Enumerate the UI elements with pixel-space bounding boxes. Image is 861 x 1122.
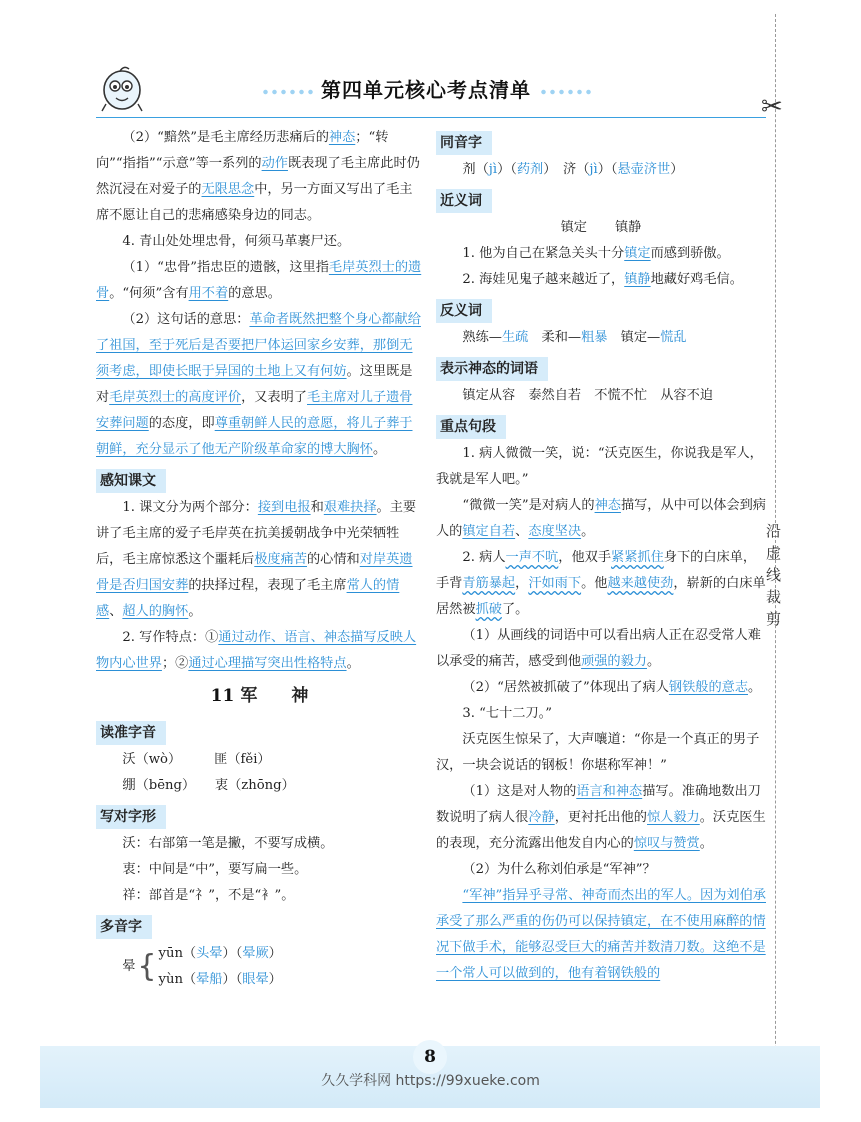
brace-icon: { [137,949,157,984]
polyphone-reading: yūn（头晕）（晕厥） [158,946,282,961]
pinyin-row: 绷（bēng） 衷（zhōng） [122,778,295,793]
right-column [436,125,766,987]
section-heading: 读准字音 [96,721,166,745]
paragraph: （1）这是对人物的语言和神态描写。准确地数出刀数说明了病人很冷静，更衬托出他的惊人毅力。沃克医生的表现，充分流露出他发自内心的惊叹与赞赏。 [436,784,766,851]
antonym-row: 熟练—生疏 柔和—粗暴 镇定—慌乱 [462,330,687,345]
paragraph: 2. 写作特点：①通过动作、语言、神态描写反映人物内心世界；②通过心理描写突出性格特点。 [96,630,417,671]
paragraph: 沃克医生惊呆了，大声嚷道：“你是一个真正的男子汉，一块会说话的钢板！你堪称军神！” [436,732,760,773]
paragraph: 1. 课文分为两个部分：接到电报和艰难抉择。主要讲了毛主席的爱子毛岸英在抗美援朝战争中光荣牺牲后，毛主席惊悉这个噩耗后极度痛苦的心情和对岸英遗骨是否归国安葬的抉择过程，表现了毛主席常人的情感、超人的胸怀。 [96,500,417,619]
synonym-pair: 镇定 镇静 [560,220,642,235]
polyphone-group [96,941,423,993]
paragraph: “军神”指异乎寻常、神奇而杰出的军人。因为刘伯承承受了那么严重的伤仍可以保持镇定，在不使用麻醉的情况下做手术，能够忍受巨大的痛苦并数清刀数。这绝不是一个常人可以做到的，他有着钢铁般的 [436,888,766,981]
paragraph: “微微一笑”是对病人的神态描写，从中可以体会到病人的镇定自若、态度坚决。 [436,498,766,539]
section-heading: 表示神态的词语 [436,357,548,381]
section-heading: 同音字 [436,131,492,155]
title-text: 第四单元核心考点清单 [321,78,531,102]
header-divider [96,117,766,118]
lesson-number: 11 [210,686,235,706]
paragraph: （2）为什么称刘伯承是“军神”？ [462,862,656,877]
paragraph: 2. 病人一声不吭，他双手紧紧抓住身下的白床单，手背青筋暴起，汗如雨下。他越来越使劲，崭新的白床单居然被抓破了。 [436,550,766,617]
paragraph: 1. 他为自己在紧急关头十分镇定而感到骄傲。 [462,246,730,261]
paragraph: 4. 青山处处埋忠骨，何须马革裹尸还。 [122,234,351,249]
mood-words: 镇定从容 泰然自若 不慌不忙 从容不迫 [462,388,713,403]
page-header [96,64,756,116]
scissors-icon: ✂ [761,92,783,122]
right-dots [539,89,591,95]
list-item: 衷：中间是“中”，要写扁一些。 [122,862,308,877]
paragraph: （1）“忠骨”指忠臣的遗骸，这里指毛岸英烈士的遗骨。“何须”含有用不着的意思。 [96,260,422,301]
polyphone-reading: yùn（晕船）（眼晕） [158,972,282,987]
page-title [96,74,756,103]
section-heading: 多音字 [96,915,152,939]
paragraph: （2）“居然被抓破了”体现出了病人钢铁般的意志。 [462,680,762,695]
pinyin-row: 沃（wò） 匪（fěi） [122,752,271,767]
paragraph: （1）从画线的词语中可以看出病人正在忍受常人难以承受的痛苦，感受到他顽强的毅力。 [436,628,761,669]
section-heading: 写对字形 [96,805,166,829]
cut-instruction: 沿虚线裁剪 [766,522,782,628]
homophone-row: 剂（jì）（药剂） 济（jì）（悬壶济世） [462,162,684,177]
page-number: 8 [413,1040,447,1074]
list-item: 沃：右部第一笔是撇，不要写成横。 [122,836,334,851]
section-heading: 近义词 [436,189,492,213]
watermark: 久久学科网 https://99xueke.com [321,1073,540,1089]
list-item: 祥：部首是“礻”，不是“衤”。 [122,888,295,903]
paragraph: 2. 海娃见鬼子越来越近了，镇静地藏好鸡毛信。 [462,272,743,287]
section-heading: 重点句段 [436,415,506,439]
left-dots [261,89,313,95]
paragraph: （2）“黯然”是毛主席经历悲痛后的神态；“转向”“指指”“示意”等一系列的动作既表现了毛主席此时仍然沉浸在对爱子的无限思念中，另一方面又写出了毛主席不愿让自己的悲痛感染身边的同志。 [96,130,420,223]
paragraph: （2）这句话的意思：革命者既然把整个身心都献给了祖国，至于死后是否要把尸体运回家乡安葬，那倒无须考虑，即使长眠于异国的土地上又有何妨。这里既是对毛岸英烈士的高度评价，又表明了毛主席对儿子遗骨安葬问题的态度，即尊重朝鲜人民的意愿，将儿子葬于朝鲜，充分显示了他无产阶级革命家的博大胸怀。 [96,312,421,457]
left-column [96,125,423,993]
lesson-heading [96,683,423,709]
paragraph: 1. 病人微微一笑，说：“沃克医生，你说我是军人，我就是军人吧。” [436,446,763,487]
paragraph: 3. “七十二刀。” [462,706,552,721]
section-heading: 反义词 [436,299,492,323]
polyphone-char: 晕 [122,959,136,974]
section-heading: 感知课文 [96,469,166,493]
lesson-title: 军 神 [240,686,309,706]
